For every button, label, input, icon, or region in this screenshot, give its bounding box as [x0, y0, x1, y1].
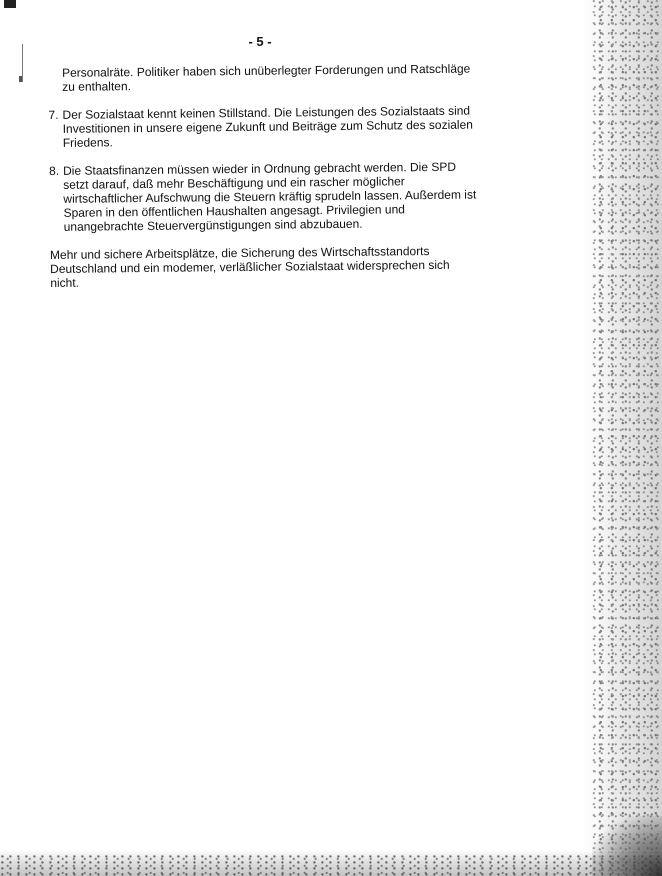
scan-corner-shadow: [592, 816, 662, 876]
list-item-number: 7.: [48, 107, 59, 122]
document-body: [48, 61, 480, 289]
continuation-paragraph: Personalräte. Politiker haben sich unüberlegter Forderungen und Ratschläge zu enthalten.: [61, 61, 471, 94]
page-number: - 5 -: [248, 34, 272, 49]
margin-tick-mark: [19, 76, 22, 82]
scan-noise-bottom: [0, 854, 662, 876]
scan-top-mark: [4, 0, 16, 8]
list-item-text: Der Sozialstaat kennt keinen Stillstand. Die Leistungen des Sozialstaats sind Investitionen in unsere eigene Zukunft und Beiträge zum Schutz des sozialen Friedens.: [62, 103, 473, 150]
list-item-7: [48, 103, 478, 150]
list-item-number: 8.: [49, 163, 60, 178]
closing-paragraph: Mehr und sichere Arbeitsplätze, die Sicherung des Wirtschaftsstandorts Deutschland und ein modemer, verläßlicher Sozialstaat widersprechen sich nicht.: [49, 244, 450, 290]
scan-noise-right: [592, 0, 662, 876]
list-item-text: Die Staatsfinanzen müssen wieder in Ordnung gebracht werden. Die SPD setzt darauf, daß mehr Beschäftigung und ein rascher möglicher wirtschaftlicher Aufschwung die Steuern kräftig sprudeln lassen. Außerdem ist Sparen in den öffentlichen Haushalten angesagt. Privilegien und unangebrachte Steuervergünstigungen sind abzubauen.: [63, 159, 477, 234]
list-item-8: [49, 159, 480, 233]
